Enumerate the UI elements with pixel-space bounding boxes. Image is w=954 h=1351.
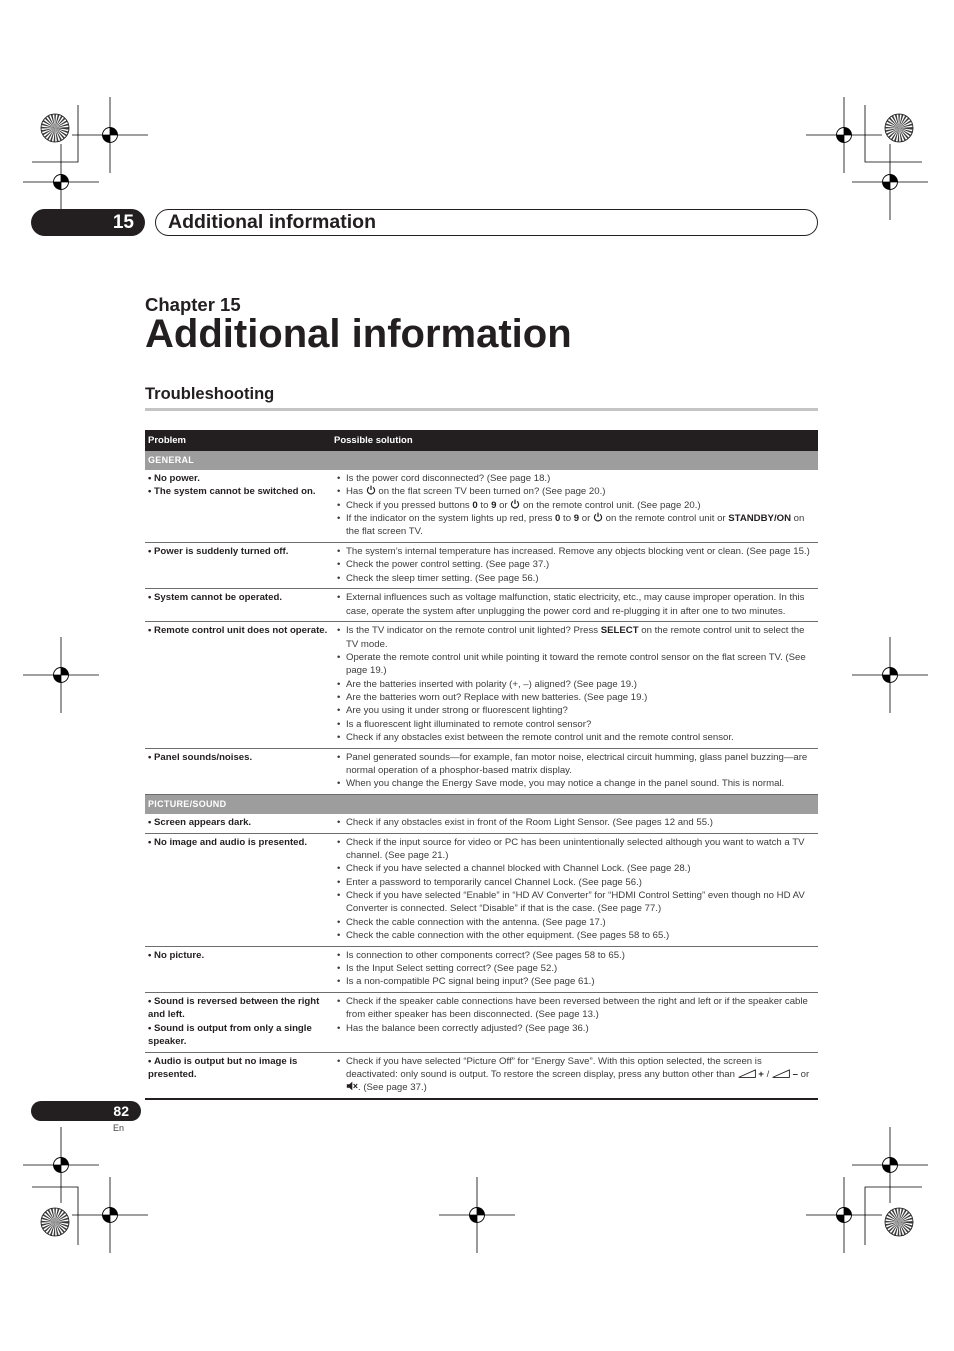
troubleshooting-table (145, 430, 818, 1100)
problem-item: • The system cannot be switched on. (148, 485, 328, 498)
problem-cell (145, 1052, 331, 1099)
table-row (145, 589, 818, 622)
solution-text: Check the power control setting. (See page 37.) (346, 559, 550, 571)
table-row (145, 993, 818, 1053)
solution-text: on the remote control unit. (See page 20.) (520, 499, 701, 511)
solution-text: to (477, 499, 492, 511)
key-label: STANDBY/ON (728, 512, 791, 524)
page-footer (0, 1101, 954, 1134)
solution-text: on the flat screen TV been turned on? (See page 20.) (375, 486, 606, 498)
problem-item: • Sound is reversed between the right and left. (148, 995, 328, 1022)
problem-item: • Power is suddenly turned off. (148, 545, 328, 558)
solution-item (334, 995, 815, 1022)
power-icon (510, 499, 520, 509)
solution-item (334, 929, 815, 942)
problem-item: • Screen appears dark. (148, 816, 328, 829)
solution-item (334, 572, 815, 585)
solution-cell (331, 589, 818, 622)
solution-item (334, 975, 815, 988)
page-number-tab (31, 1101, 141, 1121)
solution-cell (331, 993, 818, 1053)
solution-cell (331, 833, 818, 946)
table-row (145, 1052, 818, 1099)
solution-list (334, 949, 815, 989)
solution-item (334, 591, 815, 618)
solution-item (334, 1055, 815, 1095)
solution-text: to (560, 512, 574, 524)
solution-item (334, 731, 815, 744)
solution-cell (331, 622, 818, 748)
solution-text: on the remote control unit to select the TV mode. (346, 625, 805, 650)
problem-item: • Remote control unit does not operate. (148, 624, 328, 637)
solution-text: Check the cable connection with the antenna. (See page 17.) (346, 916, 606, 928)
table-row (145, 542, 818, 588)
problem-cell (145, 748, 331, 794)
solution-cell (331, 1052, 818, 1099)
solution-text: Is connection to other components correct? (See pages 58 to 65.) (346, 949, 625, 961)
key-label: 0 (472, 499, 478, 511)
table-row (145, 470, 818, 542)
solution-cell (331, 542, 818, 588)
solution-cell (331, 748, 818, 794)
problem-item: • No image and audio is presented. (148, 836, 328, 849)
problem-item: • Audio is output but no image is presented. (148, 1055, 328, 1082)
volume-wedge-icon (738, 1069, 756, 1078)
power-icon (366, 485, 376, 495)
solution-list (334, 816, 815, 829)
solution-text: or (496, 499, 511, 511)
solution-text: The system’s internal temperature has increased. Remove any objects blocking vent or clean. (See page 15.) (346, 545, 810, 557)
solution-text: Panel generated sounds—for example, fan motor noise, electrical circuit humming, glass panel buzzing—are normal operation of a phosphor-based matrix display. (346, 751, 808, 776)
solution-list (334, 472, 815, 538)
key-label: 9 (573, 512, 580, 524)
solution-text: Is the TV indicator on the remote control unit lighted? Press (346, 625, 601, 637)
solution-list (334, 591, 815, 618)
solution-item (334, 876, 815, 889)
running-header (155, 209, 818, 236)
solution-text: Check if any obstacles exist between the remote control unit and the remote control sensor. (346, 731, 734, 743)
problem-cell (145, 542, 331, 588)
problem-cell (145, 589, 331, 622)
solution-text: Are the batteries inserted with polarity (+, –) aligned? (See page 19.) (346, 678, 637, 690)
solution-text: Check if the speaker cable connections have been reversed between the right and left or if the speaker cable from either speaker has been disconnected. (See page 13.) (346, 996, 808, 1021)
table-header-row (145, 430, 818, 451)
problem-cell (145, 470, 331, 542)
page-title: Additional information (145, 312, 572, 356)
key-label: 0 (555, 512, 561, 524)
table-body (145, 451, 818, 1099)
problem-item: • No power. (148, 472, 328, 485)
solution-text: Check if you have selected “Picture Off” for “Energy Save”. With this option selected, the screen is deactivated: only sound is output. To restore the screen display, press any button other than (346, 1055, 762, 1081)
solution-item (334, 1022, 815, 1035)
solution-text: Operate the remote control unit while pointing it toward the remote control sensor on the flat screen TV. (See page 19.) (346, 652, 806, 677)
solution-text: Has (346, 486, 366, 498)
solution-text: Check the sleep timer setting. (See page 56.) (346, 572, 539, 584)
solution-list (334, 1055, 815, 1095)
problem-item: • Panel sounds/noises. (148, 751, 328, 764)
solution-text: on the remote control unit or (602, 512, 729, 524)
problem-cell (145, 946, 331, 992)
solution-list (334, 545, 815, 585)
key-label: 9 (491, 499, 497, 511)
solution-item (334, 962, 815, 975)
section-label: GENERAL (145, 451, 818, 470)
solution-text: Check if the input source for video or PC has been unintentionally selected although you want to watch a TV channel. (See page 21.) (346, 836, 805, 862)
solution-text: on the flat screen TV. (346, 512, 805, 538)
solution-text: Is the Input Select setting correct? (See page 52.) (346, 963, 558, 974)
solution-item (334, 678, 815, 691)
solution-text: Check if you pressed buttons (346, 499, 473, 511)
section-label: PICTURE/SOUND (145, 795, 818, 815)
chapter-number: 15 (112, 212, 134, 233)
running-header-title: Additional information (168, 211, 376, 233)
key-label: SELECT (600, 625, 639, 637)
solution-item (334, 485, 815, 498)
solution-item (334, 949, 815, 962)
solution-text: or (579, 512, 593, 524)
solution-text: Check the cable connection with the other equipment. (See pages 58 to 65.) (346, 929, 670, 941)
solution-item (334, 816, 815, 829)
problem-cell (145, 993, 331, 1053)
solution-item (334, 836, 815, 863)
solution-text: / (763, 1069, 772, 1081)
problem-item: • No picture. (148, 949, 328, 962)
section-divider (145, 408, 818, 411)
problem-cell (145, 833, 331, 946)
solution-text: Check if you have selected a channel blocked with Channel Lock. (See page 28.) (346, 863, 691, 875)
column-header-solution: Possible solution (331, 430, 818, 451)
section-heading: Troubleshooting (145, 385, 275, 403)
solution-item (334, 862, 815, 875)
table-row (145, 748, 818, 794)
table-row (145, 833, 818, 946)
section-row (145, 795, 818, 815)
solution-item (334, 624, 815, 651)
chapter-label: Chapter 15 (145, 294, 241, 315)
solution-item (334, 512, 815, 539)
solution-text: External influences such as voltage malfunction, static electricity, etc., may cause improper operation. In this case, operate the system after unplugging the power cord and re-plugging it in after one to two minutes. (346, 592, 805, 617)
solution-item (334, 651, 815, 678)
solution-item (334, 558, 815, 571)
solution-item (334, 472, 815, 485)
solution-item (334, 545, 815, 558)
solution-cell (331, 814, 818, 833)
section-row (145, 451, 818, 470)
solution-list (334, 995, 815, 1035)
solution-item (334, 691, 815, 704)
solution-item (334, 777, 815, 790)
problem-item: • System cannot be operated. (148, 591, 328, 604)
problem-cell (145, 622, 331, 748)
mute-icon (346, 1081, 358, 1091)
solution-item (334, 751, 815, 778)
solution-item (334, 499, 815, 512)
table-row (145, 622, 818, 748)
solution-text: Are you using it under strong or fluorescent lighting? (346, 705, 568, 717)
key-label: – (789, 1069, 798, 1081)
solution-text: Enter a password to temporarily cancel Channel Lock. (See page 56.) (346, 876, 642, 888)
language-code: En (113, 1123, 125, 1134)
chapter-number-tab (31, 209, 145, 236)
solution-item (334, 889, 815, 916)
solution-text: Is the power cord disconnected? (See page 18.) (346, 473, 551, 484)
column-header-problem: Problem (145, 430, 331, 451)
table-row (145, 946, 818, 992)
solution-list (334, 624, 815, 744)
key-label: + (755, 1069, 764, 1081)
solution-text: Check if you have selected “Enable” in “HD AV Converter” for “HDMI Control Setting” even though no HD AV Converter is connected. Select “Disable” if that is the case. (See page 77.) (346, 890, 805, 915)
volume-wedge-icon (772, 1069, 790, 1078)
solution-text: Has the balance been correctly adjusted? (See page 36.) (346, 1022, 589, 1034)
table-row (145, 814, 818, 833)
solution-item (334, 704, 815, 717)
problem-cell (145, 814, 331, 833)
solution-item (334, 916, 815, 929)
troubleshooting-content (0, 430, 954, 1134)
solution-text: When you change the Energy Save mode, you may notice a change in the panel sound. This is normal. (346, 778, 785, 790)
solution-cell (331, 946, 818, 992)
solution-text: Is a fluorescent light illuminated to remote control sensor? (346, 718, 592, 730)
solution-list (334, 836, 815, 942)
solution-text: or (797, 1069, 810, 1081)
solution-list (334, 751, 815, 791)
solution-text: . (See page 37.) (358, 1082, 427, 1094)
solution-text: Are the batteries worn out? Replace with new batteries. (See page 19.) (346, 691, 648, 703)
problem-item: • Sound is output from only a single speaker. (148, 1022, 328, 1049)
solution-item (334, 718, 815, 731)
solution-text: If the indicator on the system lights up red, press (346, 512, 556, 524)
power-icon (593, 512, 603, 522)
solution-text: Check if any obstacles exist in front of the Room Light Sensor. (See pages 12 and 55.) (346, 817, 713, 829)
page-number: 82 (113, 1103, 129, 1120)
solution-text: Is a non-compatible PC signal being input? (See page 61.) (346, 976, 595, 988)
solution-cell (331, 470, 818, 542)
